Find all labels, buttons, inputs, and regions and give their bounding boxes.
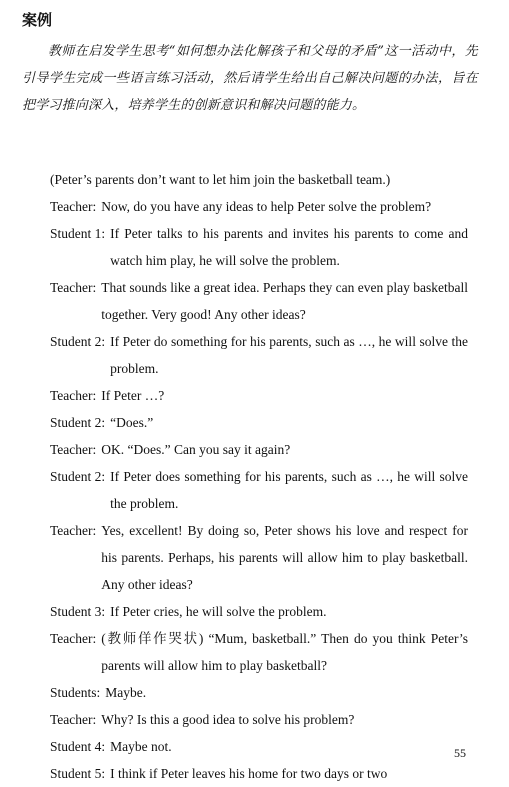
speaker-label: Teacher: [50,199,97,214]
dialogue-turn [50,733,468,760]
section-heading: 案例 [22,11,53,29]
dialogue-turn [50,463,468,517]
speaker-label: Student 2: [50,334,106,349]
dialogue-turn [50,706,468,733]
utterance-text: I think if Peter leaves his home for two days or two [110,766,388,781]
speaker-label: Teacher: [50,712,97,727]
speaker-label: Teacher: [50,280,97,295]
dialogue-turn [50,409,468,436]
dialogue-turn [50,220,468,274]
speaker-label: Student 2: [50,469,106,484]
utterance-text: That sounds like a great idea. Perhaps they can even play basketball together. Very good! Any other ideas? [101,280,468,322]
utterance-text: OK. “Does.” Can you say it again? [101,442,291,457]
speaker-label: Student 5: [50,766,106,781]
utterance-text: If Peter …? [101,388,165,403]
speaker-label: Student 2: [50,415,106,430]
speaker-label: Teacher: [50,523,97,538]
utterance-text: (教师佯作哭状) “Mum, basketball.” Then do you think Peter’s parents will allow him to play basketball? [101,631,468,673]
utterance-text: Yes, excellent! By doing so, Peter shows his love and respect for his parents. Perhaps, his parents will allow him to play basketball. Any other ideas? [101,523,468,592]
dialogue-turn [50,274,468,328]
context-note: (Peter’s parents don’t want to let him join the basketball team.) [50,172,391,187]
speaker-label: Teacher: [50,442,97,457]
dialogue-turn [50,760,468,787]
speaker-label: Students: [50,685,101,700]
dialogue-turn [50,517,468,598]
utterance-text: If Peter talks to his parents and invites his parents to come and watch him play, he will solve the problem. [110,226,468,268]
dialogue-turn [50,625,468,679]
speaker-label: Student 3: [50,604,106,619]
dialogue-turn [50,436,468,463]
utterance-text: If Peter do something for his parents, such as …, he will solve the problem. [110,334,468,376]
speaker-label: Teacher: [50,388,97,403]
speaker-label: Teacher: [50,631,97,646]
dialogue-turn [50,598,468,625]
page-number: 55 [454,746,466,760]
utterance-text: If Peter does something for his parents, such as …, he will solve the problem. [110,469,468,511]
utterance-text: Now, do you have any ideas to help Peter solve the problem? [101,199,432,214]
intro-paragraph: 教师在启发学生思考“如何想办法化解孩子和父母的矛盾”这一活动中，先引导学生完成一些语言练习活动，然后请学生给出自己解决问题的办法，旨在把学习推向深入，培养学生的创新意识和解决问题的能力。 [22,44,478,113]
dialogue-turn [50,193,468,220]
speaker-label: Student 4: [50,739,106,754]
dialogue-turn [50,382,468,409]
utterance-text: “Does.” [110,415,154,430]
dialogue-turn [50,679,468,706]
dialogue-transcript [50,166,468,787]
utterance-text: Maybe not. [110,739,172,754]
utterance-text: If Peter cries, he will solve the problem. [110,604,327,619]
dialogue-turn [50,328,468,382]
utterance-text: Why? Is this a good idea to solve his problem? [101,712,355,727]
speaker-label: Student 1: [50,226,106,241]
utterance-text: Maybe. [105,685,147,700]
